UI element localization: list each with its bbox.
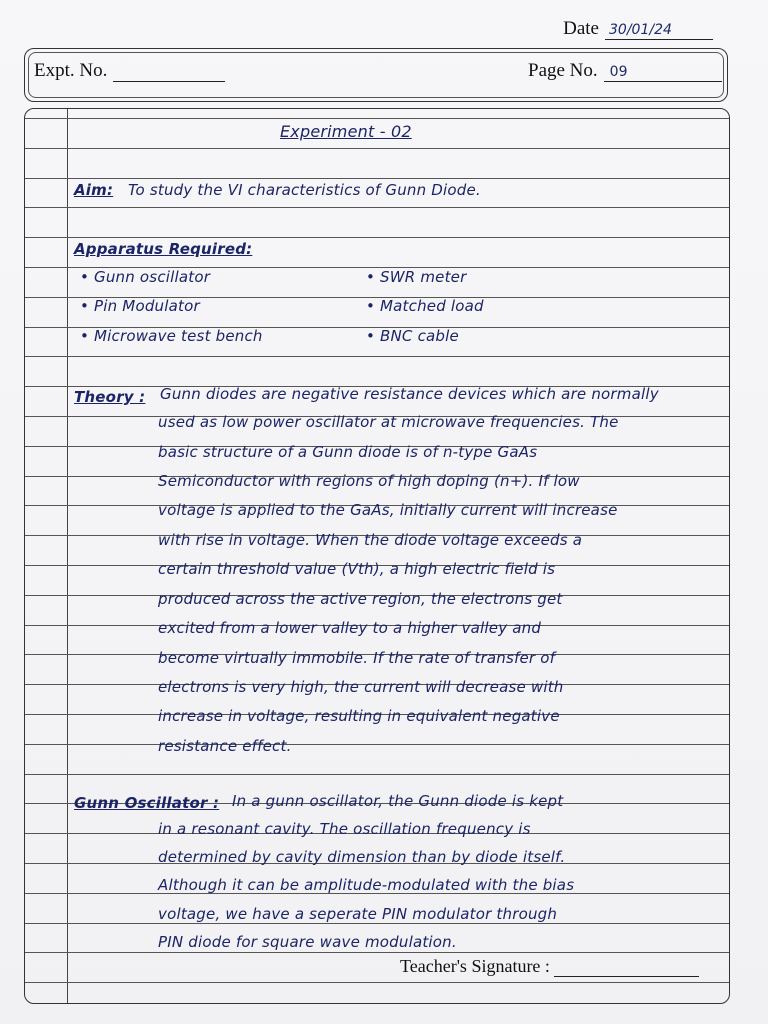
ruled-line <box>25 207 729 208</box>
apparatus-item: • BNC cable <box>366 327 459 345</box>
gunn-oscillator-line: Although it can be amplitude-modulated with the bias <box>158 876 575 894</box>
ruled-line <box>25 774 729 775</box>
theory-line: Gunn diodes are negative resistance devices which are normally <box>160 385 659 403</box>
expt-no-field <box>34 60 225 82</box>
gunn-oscillator-line: in a resonant cavity. The oscillation frequency is <box>158 820 531 838</box>
apparatus-item: • Pin Modulator <box>80 297 200 315</box>
date-field <box>563 18 713 40</box>
theory-line: with rise in voltage. When the diode voltage exceeds a <box>158 531 583 549</box>
ruled-line <box>25 178 729 179</box>
gunn-oscillator-line: PIN diode for square wave modulation. <box>158 933 457 951</box>
apparatus-item: • Matched load <box>366 297 484 315</box>
ruled-line <box>25 744 729 745</box>
ruled-line <box>25 237 729 238</box>
gunn-oscillator-line: determined by cavity dimension than by diode itself. <box>158 848 566 866</box>
apparatus-item: • SWR meter <box>366 268 467 286</box>
ruled-line <box>25 118 729 119</box>
page-no-label: Page No. <box>528 60 598 81</box>
date-value: 30/01/24 <box>605 21 713 40</box>
margin-line <box>67 109 68 1003</box>
theory-line: electrons is very high, the current will decrease with <box>158 678 564 696</box>
theory-line: voltage is applied to the GaAs, initially current will increase <box>158 501 618 519</box>
apparatus-heading: Apparatus Required: <box>74 240 253 258</box>
theory-label: Theory : <box>74 388 146 406</box>
ruled-line <box>25 982 729 983</box>
theory-line: certain threshold value (Vth), a high electric field is <box>158 560 556 578</box>
theory-line: excited from a lower valley to a higher valley and <box>158 619 542 637</box>
signature-line <box>554 958 699 977</box>
theory-line: produced across the active region, the electrons get <box>158 590 563 608</box>
apparatus-item: • Gunn oscillator <box>80 268 211 286</box>
ruled-line <box>25 148 729 149</box>
ruled-line <box>25 952 729 953</box>
gunn-oscillator-line: In a gunn oscillator, the Gunn diode is kept <box>232 792 564 810</box>
expt-no-line <box>113 63 225 82</box>
ruled-line <box>25 356 729 357</box>
theory-line: basic structure of a Gunn diode is of n-type GaAs <box>158 443 538 461</box>
theory-line: used as low power oscillator at microwave frequencies. The <box>158 413 619 431</box>
experiment-title: Experiment - 02 <box>280 122 412 141</box>
expt-no-label: Expt. No. <box>34 60 108 81</box>
aim-text: To study the VI characteristics of Gunn Diode. <box>128 181 481 199</box>
apparatus-item: • Microwave test bench <box>80 327 263 345</box>
gunn-oscillator-line: voltage, we have a seperate PIN modulator through <box>158 905 558 923</box>
teacher-signature-field <box>400 956 699 977</box>
page-no-value: 09 <box>604 63 722 82</box>
page-no-field <box>528 60 722 82</box>
teacher-signature-label: Teacher's Signature : <box>400 956 550 976</box>
theory-line: increase in voltage, resulting in equivalent negative <box>158 707 560 725</box>
date-label: Date <box>563 18 599 39</box>
gunn-oscillator-label: Gunn Oscillator : <box>74 794 220 812</box>
theory-line: Semiconductor with regions of high doping (n+). If low <box>158 472 580 490</box>
aim-label: Aim: <box>74 181 114 199</box>
theory-line: become virtually immobile. If the rate of transfer of <box>158 649 556 667</box>
theory-line: resistance effect. <box>158 737 292 755</box>
